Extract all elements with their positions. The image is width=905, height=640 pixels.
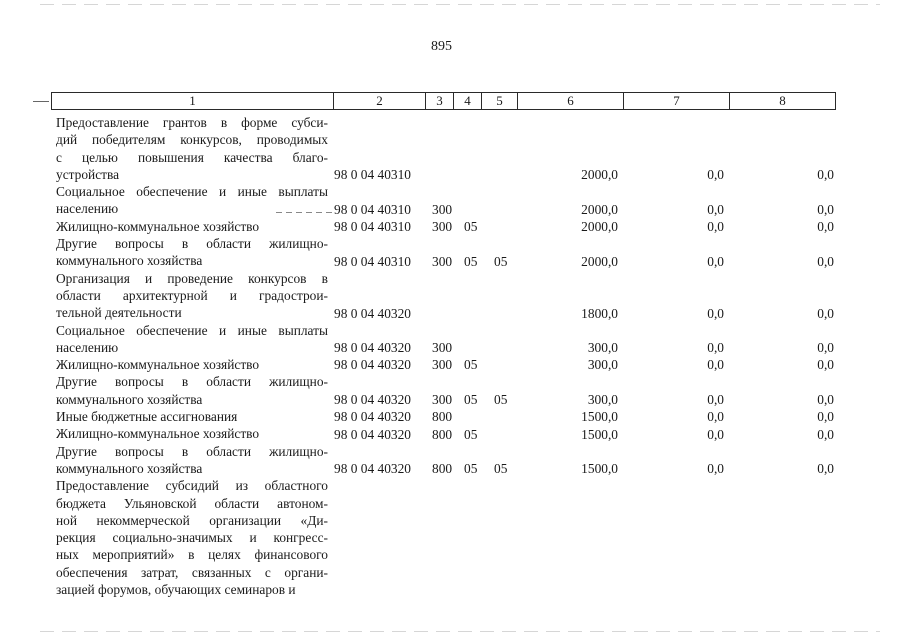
amount-col6-cell: 1500,0 [581, 426, 618, 442]
amount-col6-cell: 1800,0 [581, 305, 618, 321]
description-line: бюджета Ульяновской области автоном- [56, 495, 328, 511]
description-line: зацией форумов, обучающих семинаров и [56, 582, 296, 598]
target-code-cell: 98 0 04 40320 [334, 426, 411, 442]
header-col-3: 3 [426, 93, 454, 109]
row-description [56, 477, 328, 598]
table-row [56, 218, 846, 235]
amount-col8-cell: 0,0 [817, 201, 834, 217]
amount-col8-cell: 0,0 [817, 461, 834, 477]
amount-col8-cell: 0,0 [817, 253, 834, 269]
expense-type-cell: 300 [432, 253, 453, 269]
description-line: с целью повышения качества благо- [56, 149, 328, 165]
table-row [56, 425, 846, 442]
table-row [56, 373, 846, 408]
row-values [56, 253, 846, 270]
description-line: Предоставление грантов в форме субси- [56, 115, 328, 130]
amount-col6-cell: 2000,0 [581, 219, 618, 235]
target-code-cell: 98 0 04 40320 [334, 357, 411, 373]
description-line: устройства [56, 166, 120, 182]
section-cell: 05 [464, 426, 478, 442]
amount-col8-cell: 0,0 [817, 167, 834, 183]
description-line: Другие вопросы в области жилищно- [56, 374, 328, 390]
description-line: Социальное обеспечение и иные выплаты [56, 322, 328, 338]
section-cell: 05 [464, 253, 478, 269]
description-line: Жилищно-коммунальное хозяйство [56, 218, 260, 234]
amount-col6-cell: 1500,0 [581, 409, 618, 425]
amount-col6-cell: 1500,0 [581, 461, 618, 477]
amount-col7-cell: 0,0 [707, 305, 724, 321]
header-col-1: 1 [52, 93, 334, 109]
description-line: Предоставление субсидий из областного [56, 478, 328, 494]
subsection-cell: 05 [494, 461, 508, 477]
amount-col8-cell: 0,0 [817, 392, 834, 408]
row-values [56, 166, 846, 183]
amount-col8-cell: 0,0 [817, 340, 834, 356]
amount-col6-cell: 300,0 [587, 357, 618, 373]
amount-col8-cell: 0,0 [817, 305, 834, 321]
table-row [56, 408, 846, 425]
row-values [56, 408, 846, 425]
description-line: дий победителям конкурсов, проводимых [56, 132, 328, 148]
description-line: Организация и проведение конкурсов в [56, 270, 328, 286]
table-row [56, 183, 846, 218]
row-values [56, 201, 846, 218]
target-code-cell: 98 0 04 40320 [334, 392, 411, 408]
expense-type-cell: 300 [432, 392, 453, 408]
description-line: рекция социально-значимых и конгресс- [56, 530, 328, 546]
description-line: тельной деятельности [56, 305, 182, 321]
scan-artifact-top [40, 4, 880, 5]
amount-col6-cell: 2000,0 [581, 253, 618, 269]
target-code-cell: 98 0 04 40310 [334, 253, 411, 269]
expense-type-cell: 800 [432, 409, 453, 425]
row-values [56, 218, 846, 235]
target-code-cell: 98 0 04 40310 [334, 201, 411, 217]
section-cell: 05 [464, 392, 478, 408]
subsection-cell: 05 [494, 392, 508, 408]
target-code-cell: 98 0 04 40310 [334, 219, 411, 235]
row-values [56, 391, 846, 408]
expense-type-cell: 800 [432, 461, 453, 477]
amount-col8-cell: 0,0 [817, 219, 834, 235]
amount-col7-cell: 0,0 [707, 167, 724, 183]
description-line: коммунального хозяйства [56, 460, 203, 476]
amount-col8-cell: 0,0 [817, 409, 834, 425]
header-col-2: 2 [334, 93, 426, 109]
section-cell: 05 [464, 461, 478, 477]
table-row [56, 356, 846, 373]
expense-type-cell: 300 [432, 357, 453, 373]
target-code-cell: 98 0 04 40320 [334, 461, 411, 477]
table-row [56, 477, 846, 598]
scan-artifact-bottom [40, 631, 880, 632]
amount-col6-cell: 2000,0 [581, 201, 618, 217]
amount-col7-cell: 0,0 [707, 392, 724, 408]
row-values [56, 305, 846, 322]
header-col-5: 5 [482, 93, 518, 109]
description-line: коммунального хозяйства [56, 253, 203, 269]
row-values [56, 339, 846, 356]
scan-artifact-dash [276, 212, 332, 213]
row-values [56, 460, 846, 477]
expense-type-cell: 300 [432, 340, 453, 356]
target-code-cell: 98 0 04 40320 [334, 409, 411, 425]
amount-col7-cell: 0,0 [707, 409, 724, 425]
amount-col6-cell: 300,0 [587, 392, 618, 408]
row-values [56, 581, 846, 598]
subsection-cell: 05 [494, 253, 508, 269]
description-line: Жилищно-коммунальное хозяйство [56, 357, 260, 373]
description-line: ной некоммерческой организации «Ди- [56, 512, 328, 528]
amount-col6-cell: 2000,0 [581, 167, 618, 183]
amount-col7-cell: 0,0 [707, 357, 724, 373]
table-row [56, 443, 846, 478]
description-line: обеспечения затрат, связанных с органи- [56, 564, 328, 580]
amount-col8-cell: 0,0 [817, 426, 834, 442]
header-col-6: 6 [518, 93, 624, 109]
amount-col7-cell: 0,0 [707, 201, 724, 217]
target-code-cell: 98 0 04 40320 [334, 340, 411, 356]
table-row [56, 322, 846, 357]
amount-col7-cell: 0,0 [707, 426, 724, 442]
description-line: Жилищно-коммунальное хозяйство [56, 426, 260, 442]
target-code-cell: 98 0 04 40310 [334, 167, 411, 183]
description-line: области архитектурной и градострои- [56, 287, 328, 303]
amount-col7-cell: 0,0 [707, 340, 724, 356]
description-line: Иные бюджетные ассигнования [56, 409, 238, 425]
row-values [56, 426, 846, 443]
table-row [56, 235, 846, 270]
section-cell: 05 [464, 219, 478, 235]
table-header [51, 92, 836, 110]
amount-col6-cell: 300,0 [587, 340, 618, 356]
header-col-8: 8 [779, 93, 786, 108]
header-col-4: 4 [454, 93, 482, 109]
header-col-7: 7 [624, 93, 730, 109]
description-line: Другие вопросы в области жилищно- [56, 236, 328, 252]
description-line: Социальное обеспечение и иные выплаты [56, 184, 328, 200]
amount-col8-cell: 0,0 [817, 357, 834, 373]
margin-tick [33, 101, 49, 102]
description-line: населению [56, 201, 119, 217]
expense-type-cell: 300 [432, 219, 453, 235]
expense-type-cell: 800 [432, 426, 453, 442]
amount-col7-cell: 0,0 [707, 461, 724, 477]
table-row [56, 114, 846, 183]
page-number: 895 [431, 39, 452, 54]
expense-type-cell: 300 [432, 201, 453, 217]
row-values [56, 356, 846, 373]
amount-col7-cell: 0,0 [707, 253, 724, 269]
table-body [56, 114, 846, 598]
table-row [56, 270, 846, 322]
amount-col7-cell: 0,0 [707, 219, 724, 235]
description-line: коммунального хозяйства [56, 391, 203, 407]
description-line: Другие вопросы в области жилищно- [56, 443, 328, 459]
target-code-cell: 98 0 04 40320 [334, 305, 411, 321]
description-line: ных мероприятий» в целях финансового [56, 547, 328, 563]
description-line: населению [56, 339, 119, 355]
section-cell: 05 [464, 357, 478, 373]
